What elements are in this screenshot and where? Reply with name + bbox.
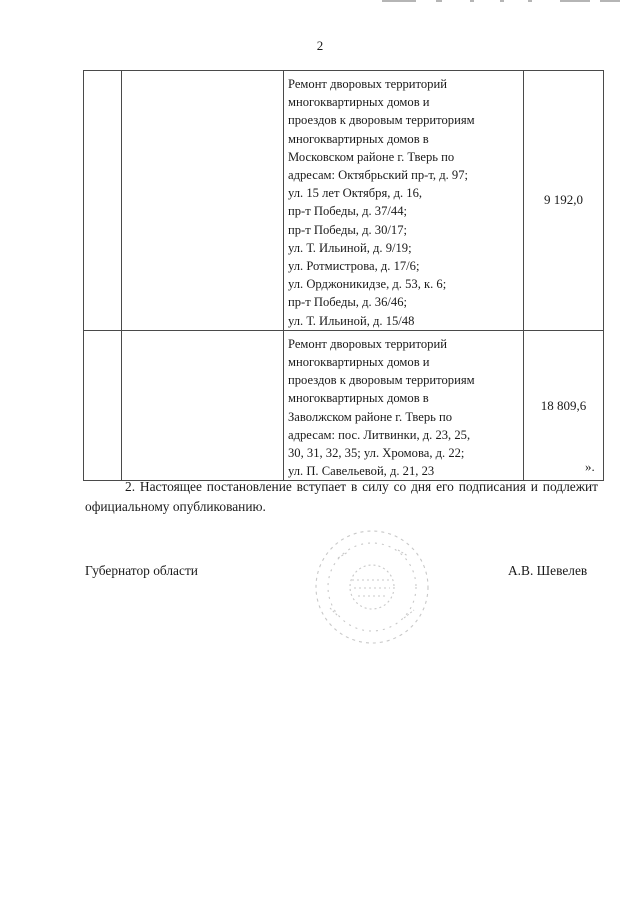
table-cell-amount: 18 809,6 (524, 330, 604, 481)
description-line: пр-т Победы, д. 36/46; (288, 295, 407, 310)
description-line: Ремонт дворовых территорий (288, 336, 447, 351)
table-cell-number (84, 71, 122, 331)
table-cell-description (284, 330, 524, 481)
description-line: многоквартирных домов в (288, 131, 429, 146)
description-line: многоквартирных домов и (288, 355, 430, 370)
description-line: пр-т Победы, д. 37/44; (288, 204, 407, 219)
description-line: пр-т Победы, д. 30/17; (288, 222, 407, 237)
scan-artifact (470, 0, 474, 2)
description-line: ул. Орджоникидзе, д. 53, к. 6; (288, 277, 447, 292)
signatory-name: А.В. Шевелев (508, 563, 588, 578)
resolution-paragraph: 2. Настоящее постановление вступает в силу со дня его подписания и подлежит официальному опубликованию. (85, 479, 598, 514)
page-number: 2 (316, 38, 324, 53)
description-line: Ремонт дворовых территорий (288, 77, 447, 91)
table-cell-number (84, 330, 122, 481)
description-line: Московском районе г. Тверь по (288, 149, 455, 164)
table-cell-description (284, 71, 524, 331)
table-row (84, 71, 604, 331)
scan-artifact (560, 0, 590, 2)
official-seal-stamp (308, 528, 436, 646)
description-line: ул. Т. Ильиной, д. 15/48 (288, 313, 415, 328)
scan-artifact (436, 0, 442, 2)
table-cell-empty (122, 330, 284, 481)
description-line: проездов к дворовым территориям (288, 373, 475, 388)
closing-quote: ». (585, 459, 595, 474)
description-line: многоквартирных домов в (288, 391, 429, 406)
table-cell-amount: 9 192,0 (524, 71, 604, 331)
description-line: ул. Ротмистрова, д. 17/6; (288, 259, 420, 274)
description-line: 30, 31, 32, 35; ул. Хромова, д. 22; (288, 446, 465, 461)
signatory-title: Губернатор области (85, 563, 198, 578)
scan-artifact (528, 0, 532, 2)
description-line: адресам: пос. Литвинки, д. 23, 25, (288, 427, 471, 442)
description-line: адресам: Октябрьский пр-т, д. 97; (288, 168, 468, 183)
scan-artifact (600, 0, 620, 2)
scan-artifact (500, 0, 504, 2)
table-row (84, 330, 604, 481)
description-line: проездов к дворовым территориям (288, 113, 475, 128)
scan-artifact (382, 0, 416, 2)
table-cell-empty (122, 71, 284, 331)
description-line: ул. П. Савельевой, д. 21, 23 (288, 464, 435, 479)
description-line: многоквартирных домов и (288, 95, 430, 110)
description-line: Заволжском районе г. Тверь по (288, 409, 453, 424)
description-line: ул. Т. Ильиной, д. 9/19; (288, 240, 412, 255)
description-line: ул. 15 лет Октября, д. 16, (288, 186, 423, 201)
budget-table (83, 70, 604, 481)
